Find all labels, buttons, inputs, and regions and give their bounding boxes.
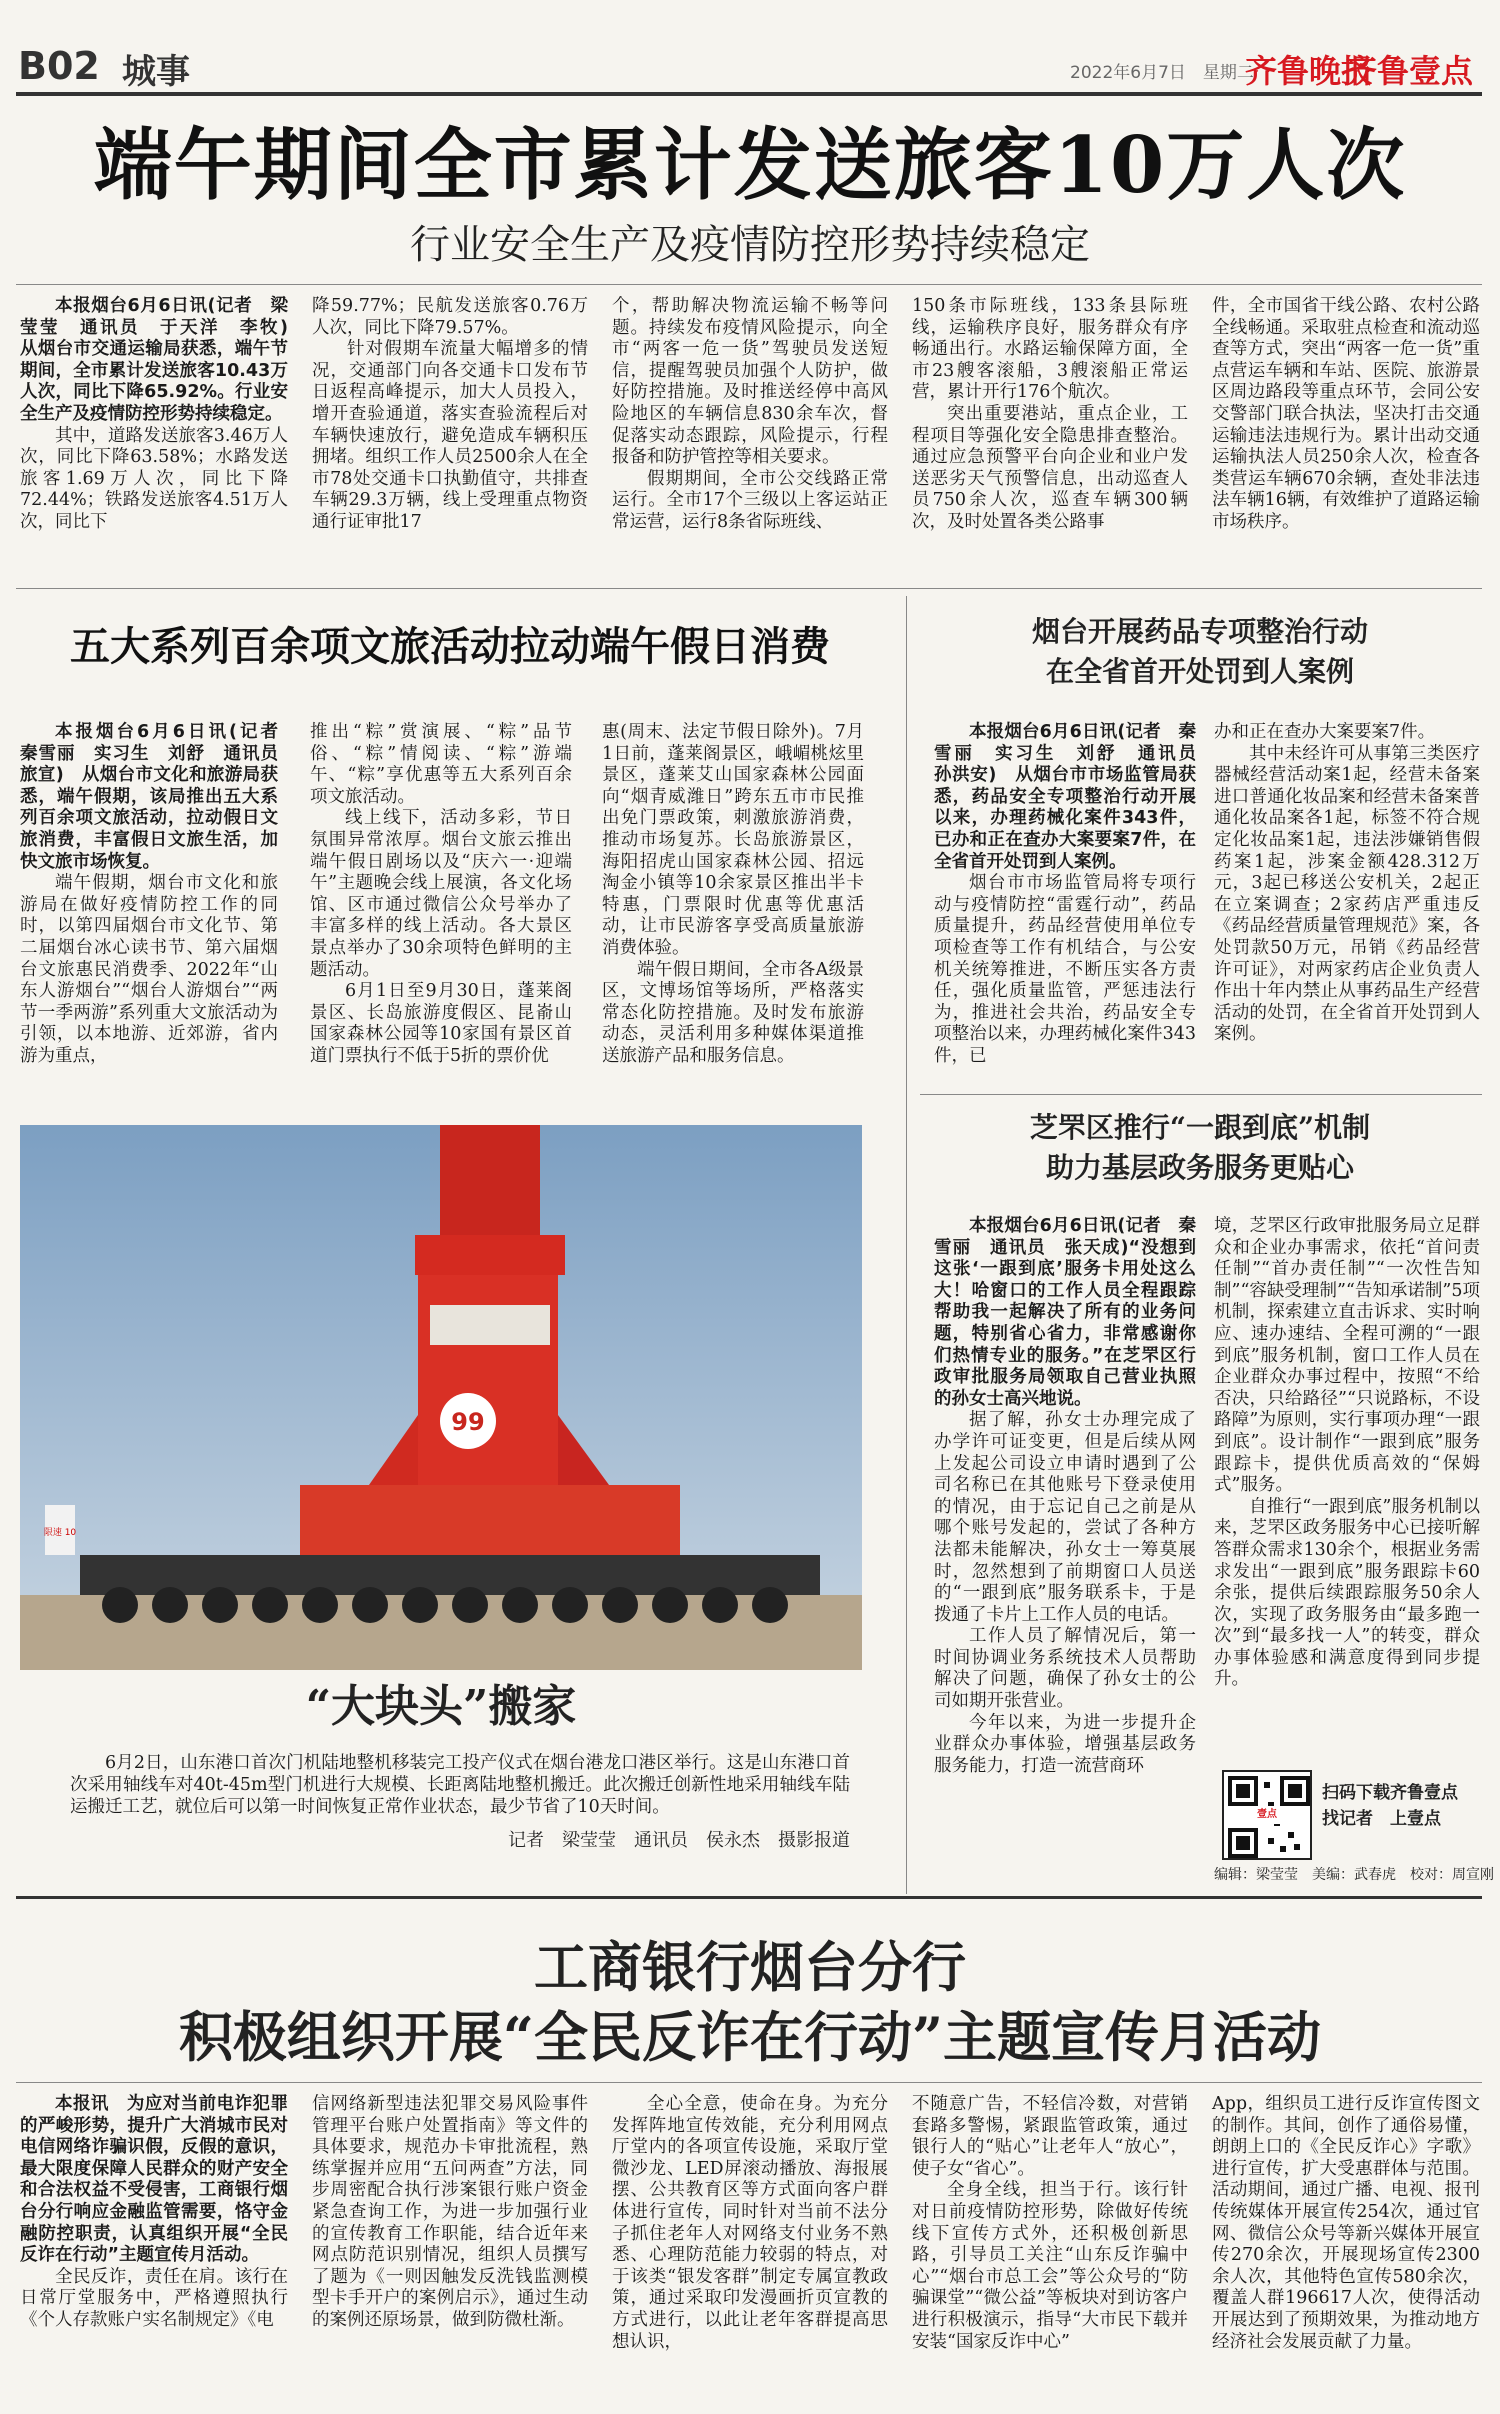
- story3-col-2: [1214, 722, 1480, 1082]
- section-rule: [16, 588, 1482, 589]
- story4-title-line-2: 助力基层政务服务更贴心: [1045, 1151, 1354, 1184]
- story4-dateline: 本报烟台6月6日讯(记者 秦雪丽 通讯员 张天成)“没想到这张‘一跟到底’服务卡用处这么大！哈窗口的工作人员全程跟踪帮助我一起解决了所有的业务问题，特别省心省力，非常感谢你们热情专业的服务。”在芝罘区行政审批服务局领取自己营业执照的孙女士高兴地说。: [934, 1216, 1196, 1409]
- page-number: B02: [18, 44, 100, 88]
- story4-title: [920, 1108, 1480, 1188]
- story1-col-4: [912, 296, 1188, 568]
- story5-col-5: [1212, 2094, 1480, 2406]
- crane-photo: [20, 1125, 862, 1670]
- story5-col-1: [20, 2094, 288, 2406]
- story1-col-3: [612, 296, 888, 568]
- story4-paragraph: 自推行“一跟到底”服务机制以来，芝罘区政务服务中心已接听解答群众需求130余个，根据业务需求发出“一跟到底”服务跟踪卡60余张，提供后续跟踪服务50余人次，实现了政务服务由“最多跑一次”到“最多找一人”的转变，群众办事体验感和满意度得到同步提升。: [1214, 1496, 1480, 1690]
- crane-mast-top: [440, 1125, 540, 1245]
- story4-paragraph: 工作人员了解情况后，第一时间协调业务系统技术人员帮助解决了问题，确保了孙女士的公司如期开张营业。: [934, 1626, 1196, 1712]
- story1-dateline: 本报烟台6月6日讯(记者 梁莹莹 通讯员 于天洋 李牧) 从烟台市交通运输局获悉，端午节期间，全市累计发送旅客10.43万人次，同比下降65.92%。行业安全生产及疫情防控形势持续稳定。: [20, 296, 306, 424]
- story1-paragraph: 其中，道路发送旅客3.46万人次，同比下降63.58%；水路发送旅客1.69万人次，同比下降72.44%；铁路发送旅客4.51万人次，同比下: [20, 425, 288, 532]
- story3-paragraph: 其中未经许可从事第三类医疗器械经营活动案1起，经营未备案进口普通化妆品案和经营未备案普通化妆品案各1起，标签不符合规定化妆品案1起，违法涉嫌销售假药案1起，涉案金额428.312万元，3起已移送公安机关，2起正在立案调查；2家药店严重违反《药品经营质量管理规范》案，各处罚款50万元，吊销《药品经营许可证》，对两家药店企业负责人作出十年内禁止从事药品生产经营活动的处罚，在全省首开处罚到人案例。: [1214, 743, 1480, 1045]
- story2-title: 五大系列百余项文旅活动拉动端午假日消费: [70, 623, 830, 670]
- story5-paragraph: 信网络新型违法犯罪交易风险事件管理平台账户处置指南》等文件的具体要求，规范办卡审批流程，熟练掌握并应用“五问两查”方法，同步周密配合执行涉案银行账户资金紧急查询工作，为进一步加强行业的宣传教育工作职能，结合近年来网点防范识别情况，组织人员撰写了题为《一则因触发反洗钱监测模型卡手开户的案例启示》，通过生动的案例还原场景，做到防微杜渐。: [312, 2094, 588, 2330]
- story4-paragraph: 今年以来，为进一步提升企业群众办事体验，增强基层政务服务能力，打造一流营商环: [934, 1712, 1196, 1776]
- story5-title: [20, 1932, 1480, 2072]
- story1-paragraph: 突出重要港站，重点企业，工程项目等强化安全隐患排查整治。通过应急预警平台向企业和业户发送恶劣天气预警信息，出动巡查人员750余人次，巡查车辆300辆次，及时处置各类公路事: [912, 403, 1188, 532]
- story5-paragraph: 不随意广告，不轻信冷数，对营销套路多警惕，紧跟监管政策，通过银行人的“贴心”让老年人“放心”，使子女“省心”。: [912, 2094, 1188, 2179]
- qr-caption: [1322, 1780, 1482, 1832]
- axle-carrier: [80, 1555, 820, 1595]
- column-divider: [906, 596, 907, 1894]
- editor-credits: 编辑：梁莹莹 美编：武春虎 校对：周宣刚: [1214, 1867, 1494, 1883]
- brand-logo: 齐鲁晚报: [1245, 52, 1374, 90]
- qr-caption-line-2: 找记者 上壹点: [1322, 1809, 1441, 1829]
- story3-paragraph: 办和正在查办大案要案7件。: [1214, 722, 1436, 742]
- story1-col-5: [1212, 296, 1480, 568]
- story5-paragraph: App，组织员工进行反诈宣传图文的制作。其间，创作了通俗易懂，朗朗上口的《全民反诈心》字歌》进行宣传，扩大受惠群体与范围。活动期间，通过广播、电视、报刊传统媒体开展宣传254次，通过官网、微信公众号等新兴媒体开展宣传270余次，开展现场宣传2300余人次，其他特色宣传580余次，覆盖人群196617人次，使得活动开展达到了预期效果，为推动地方经济社会发展贡献了力量。: [1212, 2094, 1480, 2352]
- story1-rule: [16, 284, 1482, 285]
- crane-illustration: [20, 1125, 862, 1670]
- story5-col-3: [612, 2094, 888, 2406]
- story5-rule: [16, 2082, 1482, 2083]
- story2-paragraph: 端午假日期间，全市各A级景区，文博场馆等场所，严格落实常态化防控措施。及时发布旅游动态，灵活利用多种媒体渠道推送旅游产品和服务信息。: [602, 959, 864, 1066]
- story1-paragraph: 降59.77%；民航发送旅客0.76万人次，同比下降79.57%。: [312, 296, 588, 338]
- crane-platform: [415, 1235, 565, 1275]
- story5-paragraph: 全民反诈，责任在肩。该行在日常厅堂服务中，严格遵照执行《个人存款账户实名制规定》《电: [20, 2266, 288, 2330]
- section-name: 城事: [122, 52, 190, 92]
- story5-dateline: 本报讯 为应对当前电诈犯罪的严峻形势，提升广大消城市民对电信网络诈骗识假，反假的意识，最大限度保障人民群众的财产安全和合法权益不受侵害，工商银行烟台分行响应金融监管需要，恪守金融防控职责，认真组织开展“全民反诈在行动”主题宣传月活动。: [20, 2094, 288, 2266]
- story2-col-1: [20, 722, 296, 1102]
- story3-dateline: 本报烟台6月6日讯(记者 秦雪丽 实习生 刘舒 通讯员 孙洪安) 从烟台市市场监管局获悉，药品安全专项整治行动开展以来，办理药械化案件343件，已办和正在查办大案要案7件，在全省首开处罚到人案例。: [934, 722, 1214, 872]
- story1-col-2: [312, 296, 588, 568]
- header-rule: [16, 92, 1482, 96]
- story2-paragraph: 惠(周末、法定节假日除外)。7月1日前，蓬莱阁景区，峨嵋桃炫里景区，蓬莱艾山国家森林公园面向“烟青威潍日”跨东五市市民推出免门票政策，刺激旅游消费，推动市场复苏。长岛旅游景区，海阳招虎山国家森林公园、招远淘金小镇等10余家景区推出半卡特惠，门票限时优惠等优惠活动，让市民游客享受高质量旅游消费体验。: [602, 722, 864, 958]
- issue-date: 2022年6月7日 星期二: [1070, 63, 1254, 83]
- story2-paragraph: 端午假期，烟台市文化和旅游局在做好疫情防控工作的同时，以第四届烟台市文化节、第二届烟台冰心读书节、第六届烟台文旅惠民消费季、2022年“山东人游烟台”“烟台人游烟台”“两节一季两游”系列重大文旅活动为引领，以本地游、近郊游，省内游为重点，: [20, 873, 278, 1066]
- story4-col-2: [1214, 1216, 1480, 1748]
- story3-title-line-2: 在全省首开处罚到人案例: [1045, 655, 1354, 688]
- photo-title: “大块头”搬家: [305, 1681, 577, 1732]
- crane-portal-beam: [300, 1485, 680, 1555]
- story2-col-3: [602, 722, 864, 1102]
- story2-paragraph: 6月1日至9月30日，蓬莱阁景区、长岛旅游度假区、昆嵛山国家森林公园等10家国有景区首道门票执行不低于5折的票价优: [310, 981, 572, 1066]
- story4-paragraph: 据了解，孙女士办理完成了办学许可证变更，但是后续从网上发起公司设立申请时遇到了公司名称已在其他账号下登录使用的情况，由于忘记自己之前是从哪个账号发起的，尝试了各种方法都未能解决，孙女士一筹莫展时，忽然想到了前期窗口人员送的“一跟到底”服务联系卡，于是拨通了卡片上工作人员的电话。: [934, 1410, 1196, 1625]
- story5-title-line-1: 工商银行烟台分行: [534, 1935, 966, 1999]
- story4-title-line-1: 芝罘区推行“一跟到底”机制: [1029, 1111, 1371, 1144]
- brand-logo-secondary: 齐鲁壹点: [1345, 52, 1474, 90]
- qr-logo: 壹点: [1254, 1806, 1280, 1824]
- story4-paragraph: 境，芝罘区行政审批服务局立足群众和企业办事需求，依托“首问责任制”“首办责任制”“一次性告知制”“容缺受理制”“告知承诺制”5项机制，探索建立直击诉求、实时响应、速办速结、全程可溯的“一跟到底”服务机制，窗口工作人员在企业群众办事过程中，按照“不给否决，只给路径”“只说路标，不设路障”为原则，实行事项办理“一跟到底”。设计制作“一跟到底”服务跟踪卡，提供优质高效的“保姆式”服务。: [1214, 1216, 1480, 1496]
- story5-title-line-2: 积极组织开展“全民反诈在行动”主题宣传月活动: [178, 2005, 1322, 2069]
- story4-col-1: [934, 1216, 1196, 1876]
- photo-credit: 记者 梁莹莹 通讯员 侯永杰 摄影报道: [508, 1830, 850, 1851]
- story1-paragraph: 150条市际班线，133条县际班线，运输秩序良好，服务群众有序畅通出行。水路运输保障方面，全市23艘客滚船，3艘滚船正常运营，累计开行176个航次。: [912, 296, 1188, 403]
- story1-col-1: [20, 296, 306, 568]
- story2-dateline: 本报烟台6月6日讯(记者 秦雪丽 实习生 刘舒 通讯员 旅宣) 从烟台市文化和旅游局获悉，端午假期，该局推出五大系列百余项文旅活动，拉动假日文旅消费，丰富假日文旅生活，加快文旅市场恢复。: [20, 722, 296, 872]
- qr-caption-line-1: 扫码下载齐鲁壹点: [1322, 1783, 1458, 1803]
- story3-title-line-1: 烟台开展药品专项整治行动: [1031, 615, 1368, 648]
- crane-logo-text: 99: [451, 1408, 485, 1436]
- story3-rule: [920, 1094, 1482, 1095]
- story5-paragraph: 全心全意，使命在身。为充分发挥阵地宣传效能，充分利用网点厅堂内的各项宣传设施，采取厅堂微沙龙、LED屏滚动播放、海报展摆、公共教育区等方式面向客户群体进行宣传，同时针对当前不法分子抓住老年人对网络支付业务不熟悉、心理防范能力较弱的特点，对于该类“银发客群”制定专属宣教政策，通过采取印发漫画折页宣教的方式进行，以此让老年客群提高思想认识，: [612, 2094, 888, 2352]
- story5-paragraph: 全身全线，担当于行。该行针对日前疫情防控形势，除做好传统线下宣传方式外，还积极创新思路，引导员工关注“山东反诈骗中心”“烟台市总工会”等公众号的“防骗课堂”“微公益”等板块对到访客户进行积极演示，指导“大市民下载并安装“国家反诈中心”: [912, 2180, 1188, 2352]
- story2-col-2: [310, 722, 572, 1102]
- story1-paragraph: 件，全市国省干线公路、农村公路全线畅通。采取驻点检查和流动巡查等方式，突出“两客一危一货”重点营运车辆和车站、医院、旅游景区周边路段等重点环节，会同公安交警部门联合执法，坚决打击交通运输违法违规行为。累计出动交通运输执法人员250余人次，检查各类营运车辆670余辆，查处非法违法车辆16辆，有效维护了道路运输市场秩序。: [1212, 296, 1480, 532]
- crane-cabin: [430, 1305, 550, 1345]
- story1-paragraph: 假期期间，全市公交线路正常运行。全市17个三级以上客运站正常运营，运行8条省际班线、: [612, 468, 888, 532]
- story1-subtitle: 行业安全生产及疫情防控形势持续稳定: [410, 222, 1090, 268]
- story1-paragraph: 针对假期车流量大幅增多的情况，交通部门向各交通卡口发布节日返程高峰提示，加大人员投入，增开查验通道，落实查验流程后对车辆快速放行，避免造成车辆积压拥堵。组织工作人员2500余人在全市78处交通卡口执勤值守，共排查车辆29.3万辆，线上受理重点物资通行证审批17: [312, 339, 588, 532]
- qr-code[interactable]: [1222, 1770, 1312, 1860]
- story1-paragraph: 个，帮助解决物流运输不畅等问题。持续发布疫情风险提示，向全市“两客一危一货”驾驶员发送短信，提醒驾驶员加强个人防护，做好防控措施。及时推送经停中高风险地区的车辆信息830余车次，督促落实动态跟踪，风险提示，行程报备和防护管控等相关要求。: [612, 296, 888, 468]
- story5-col-2: [312, 2094, 588, 2406]
- photo-caption-text: 6月2日，山东港口首次门机陆地整机移装完工投产仪式在烟台港龙口港区举行。这是山东港口首次采用轴线车对40t-45m型门机进行大规模、长距离陆地整机搬迁。此次搬迁创新性地采用轴线车陆运搬迁工艺，就位后可以第一时间恢复正常作业状态，最少节省了10天时间。: [70, 1753, 850, 1817]
- story5-col-4: [912, 2094, 1188, 2406]
- speed-limit-text: 限速 10: [43, 1528, 77, 1538]
- story3-paragraph: 烟台市市场监管局将专项行动与疫情防控“雷霆行动”，药品质量提升，药品经营使用单位专项检查等工作有机结合，与公安机关统筹推进，不断压实各方责任，强化质量监管，严惩违法行为，推进社会共治，药品安全专项整治以来，办理药械化案件343件，已: [934, 873, 1196, 1066]
- story2-paragraph: 推出“粽”赏演展、“粽”品节俗、“粽”情阅读、“粽”游端午、“粽”享优惠等五大系列百余项文旅活动。: [310, 722, 572, 807]
- story2-paragraph: 线上线下，活动多彩，节日氛围异常浓厚。烟台文旅云推出端午假日剧场以及“庆六一·迎端午”主题晚会线上展演，各文化场馆、区市通过微信公众号举办了丰富多样的线上活动。各大景区景点举办了30余项特色鲜明的主题活动。: [310, 808, 572, 980]
- story3-col-1: [934, 722, 1214, 1082]
- story1-title: 端午期间全市累计发送旅客10万人次: [93, 120, 1407, 211]
- section-rule-bottom: [16, 1896, 1482, 1899]
- story3-title: [920, 612, 1480, 692]
